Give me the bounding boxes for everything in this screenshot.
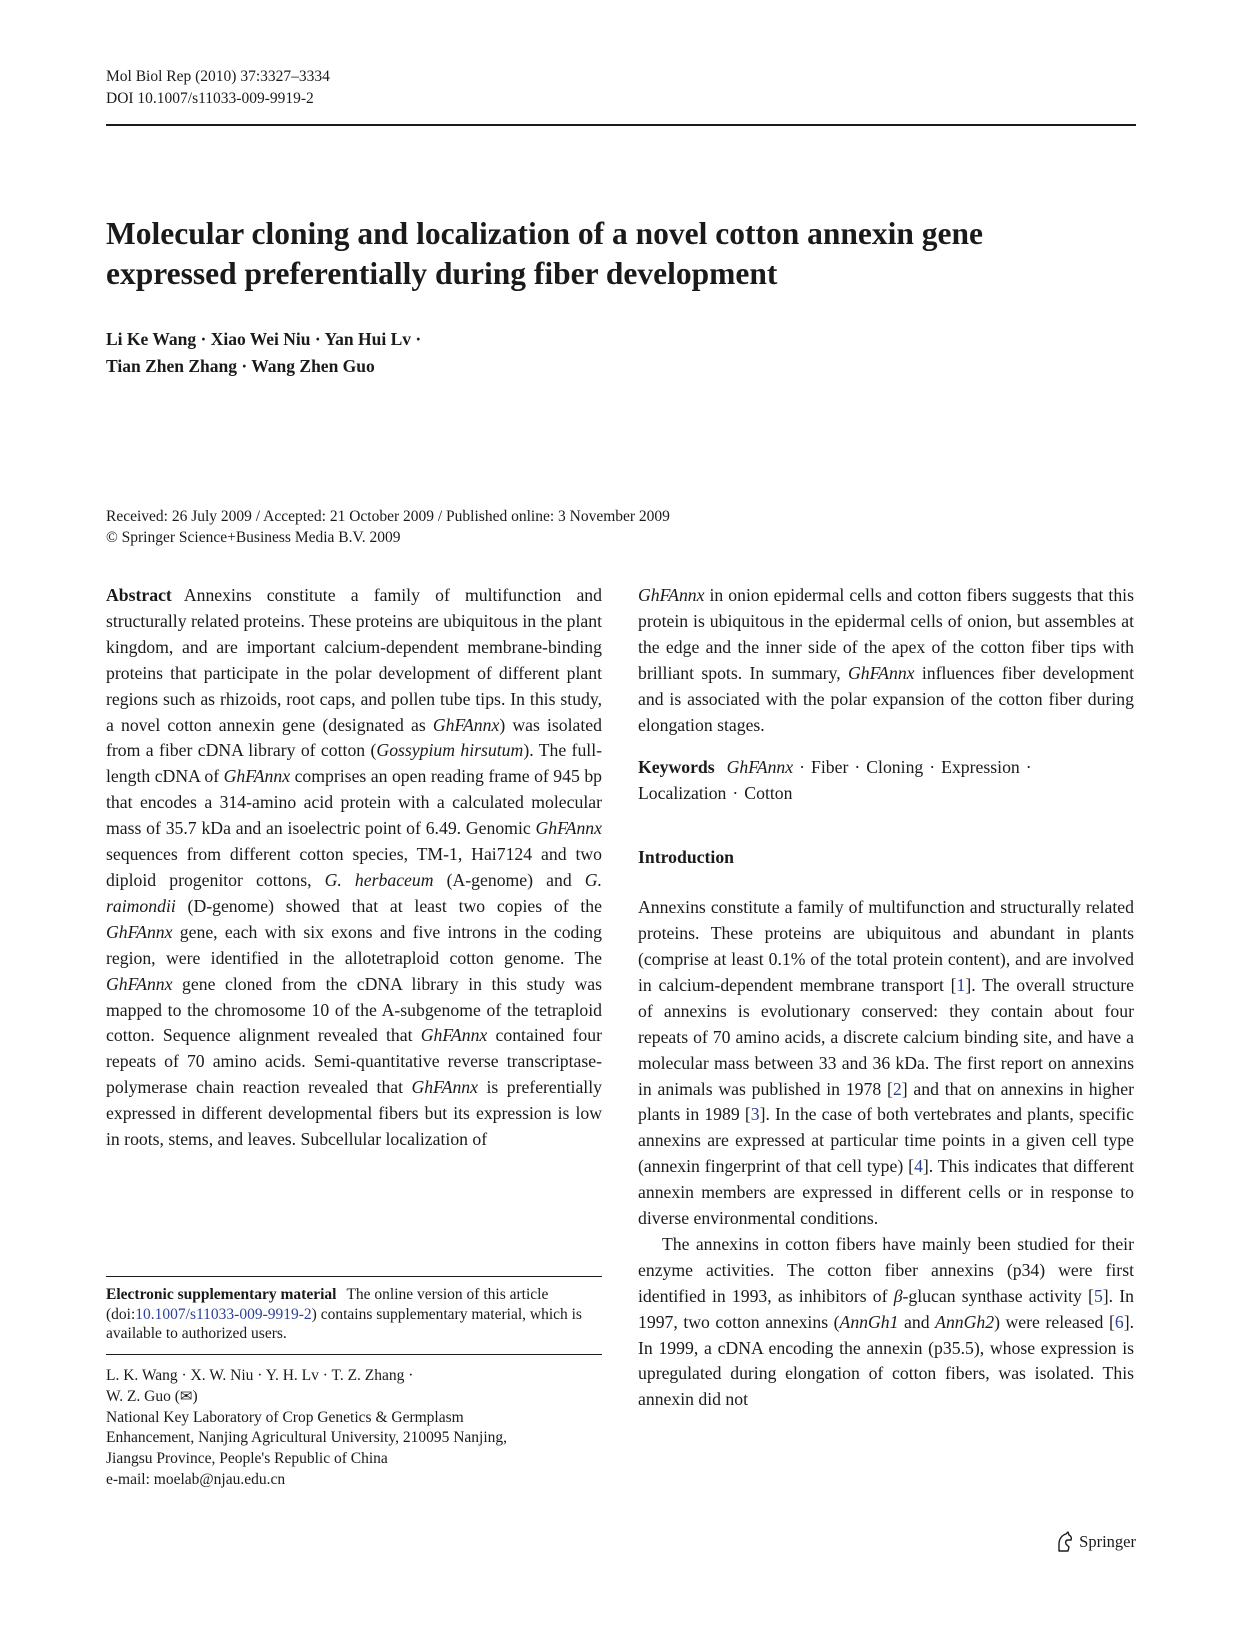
keyword-item: GhFAnnx	[726, 757, 794, 778]
author-list	[106, 326, 421, 380]
body-text: ] and that on annexins in higher plants in 1989 [	[638, 1078, 1134, 1125]
springer-horse-icon	[1055, 1531, 1075, 1553]
greek-symbol: β	[893, 1285, 903, 1306]
affiliation-names-1: L. K. Wang · X. W. Niu · Y. H. Lv · T. Z. Zhang ·	[106, 1367, 414, 1384]
abstract-text: ). The full-length cDNA of	[106, 740, 603, 787]
body-text: Annexins constitute a family of multifunction and structurally related proteins. These proteins are ubiquitous and abundant in plants (comprise at least 0.1% of the total protein content), and are involved in calcium-dependent membrane transport [	[638, 897, 1134, 995]
abstract-text: (A-genome) and	[433, 869, 585, 890]
gene-name: GhFAnnx	[411, 1077, 478, 1098]
abstract-text: contained four repeats of 70 amino acids. Semi-quantitative reverse transcriptase-polymerase chain reaction revealed that	[106, 1025, 602, 1098]
body-text: ]. This indicates that different annexin members are expressed in different cells or in response to diverse environmental conditions.	[638, 1156, 1134, 1229]
envelope-icon: ✉	[179, 1388, 193, 1405]
abstract-text: influences fiber development and is associated with the polar expansion of the cotton fiber during elongation stages.	[638, 662, 1134, 735]
keyword-item: Cotton	[744, 783, 793, 804]
keyword-separator: ·	[929, 757, 936, 778]
citation-link[interactable]: 5	[1093, 1285, 1103, 1306]
supplementary-heading: Electronic supplementary material	[106, 1286, 337, 1303]
species-name: G. raimondii	[106, 869, 602, 916]
doi-link[interactable]: 10.1007/s11033-009-9919-2	[135, 1305, 312, 1323]
gene-name: GhFAnnx	[535, 818, 602, 839]
affiliation-block	[106, 1366, 602, 1491]
introduction-paragraph-2	[638, 1232, 1134, 1413]
keyword-separator: ·	[799, 757, 806, 778]
abstract	[106, 583, 602, 1153]
supplementary-note	[106, 1285, 602, 1344]
supplementary-text: ) contains supplementary material, which is available to authorized users.	[106, 1305, 582, 1342]
body-text: The annexins in cotton fibers have mainly been studied for their enzyme activities. The cotton fiber annexins (p34) were first identified in 1993, as inhibitors of	[638, 1233, 1134, 1306]
citation-link[interactable]: 1	[956, 974, 966, 995]
introduction-heading: Introduction	[638, 847, 734, 868]
species-name: Gossypium hirsutum	[376, 740, 524, 761]
body-text: ]. In the case of both vertebrates and plants, specific annexins are expressed at particular time points in a given cell type (annexin fingerprint of that cell type) [	[638, 1104, 1134, 1177]
supplementary-text: The online version of this article (doi:	[106, 1286, 549, 1323]
keywords	[638, 755, 1134, 807]
journal-doi: DOI 10.1007/s11033-009-9919-2	[106, 90, 314, 107]
abstract-text: (D-genome) showed that at least two copies of the	[175, 895, 602, 916]
footnote-rule	[106, 1276, 602, 1277]
introduction-paragraph-1	[638, 895, 1134, 1232]
gene-name: GhFAnnx	[106, 973, 173, 994]
keyword-item: Fiber	[811, 757, 849, 778]
body-text: ) were released [	[994, 1311, 1115, 1332]
gene-name: AnnGh2	[935, 1311, 995, 1332]
affiliation-names-2	[106, 1387, 602, 1408]
citation-link[interactable]: 3	[750, 1104, 760, 1125]
abstract-text: sequences from different cotton species, TM-1, Hai7124 and two diploid progenitor cottons,	[106, 844, 602, 890]
gene-name: GhFAnnx	[638, 585, 705, 605]
citation-link[interactable]: 6	[1114, 1311, 1124, 1332]
keywords-heading: Keywords	[638, 757, 715, 778]
abstract-text: Annexins constitute a family of multifunction and structurally related proteins. These proteins are ubiquitous in the plant kingdom, and are important calcium-dependent membrane-binding proteins that participate in the polar development of different plant regions such as rhizoids, root caps, and pollen tube tips. In this study, a novel cotton annexin gene (designated as	[106, 585, 602, 735]
body-text: ]. In 1997, two cotton annexins (	[638, 1285, 1135, 1332]
keyword-separator: ·	[1025, 757, 1032, 778]
corresponding-author: W. Z. Guo (	[106, 1387, 180, 1405]
copyright-line: © Springer Science+Business Media B.V. 2009	[106, 529, 401, 546]
affiliation-lab-3: Jiangsu Province, People's Republic of China	[106, 1450, 388, 1468]
publisher-name: Springer	[1079, 1532, 1136, 1551]
title-line-2: expressed preferentially during fiber development	[106, 256, 778, 291]
body-text: ]. The overall structure of annexins is evolutionary conserved: they contain about four repeats of 70 amino acids, a discrete calcium binding site, and have a molecular mass between 33 and 36 kDa. The first report on annexins in animals was published in 1978 [	[638, 974, 1134, 1099]
body-text: and	[898, 1311, 936, 1332]
journal-header	[106, 66, 330, 110]
abstract-heading: Abstract	[106, 585, 172, 605]
corresponding-author-end: )	[192, 1387, 198, 1405]
right-column	[638, 583, 1134, 1413]
abstract-text: gene cloned from the cDNA library in this study was mapped to the chromosome 10 of the A-subgenome of the tetraploid cotton. Sequence alignment revealed that	[106, 973, 602, 1046]
gene-name: GhFAnnx	[106, 921, 173, 942]
body-text: ]. In 1999, a cDNA encoding the annexin (p35.5), whose expression is upregulated during elongation of cotton fibers, was isolated. This annexin did not	[638, 1311, 1134, 1410]
publication-history	[106, 506, 670, 548]
keyword-item: Expression	[941, 757, 1020, 778]
species-name: G. herbaceum	[324, 869, 434, 890]
left-column	[106, 583, 602, 1153]
gene-name: GhFAnnx	[432, 714, 500, 735]
keyword-separator: ·	[854, 757, 861, 778]
abstract-text: comprises an open reading frame of 945 bp that encodes a 314-amino acid protein with a calculated molecular mass of 35.7 kDa and an isoelectric point of 6.49. Genomic	[106, 766, 603, 839]
citation-link[interactable]: 2	[892, 1078, 902, 1099]
affiliation-rule	[106, 1354, 602, 1355]
gene-name: GhFAnnx	[223, 766, 291, 787]
gene-name: GhFAnnx	[848, 662, 915, 683]
authors-line-2: Tian Zhen Zhang · Wang Zhen Guo	[106, 356, 375, 376]
journal-citation: Mol Biol Rep (2010) 37:3327–3334	[106, 68, 330, 85]
affiliation-lab-2: Enhancement, Nanjing Agricultural University, 210095 Nanjing,	[106, 1429, 508, 1447]
keyword-separator: ·	[732, 783, 739, 804]
article-title	[106, 214, 1136, 294]
keyword-item: Cloning	[866, 757, 924, 778]
abstract-text: in onion epidermal cells and cotton fibers suggests that this protein is ubiquitous in the epidermal cells of onion, but assembles at the edge and the inner side of the apex of the cotton fiber tips with brilliant spots. In summary,	[638, 585, 1134, 683]
abstract-text: is preferentially expressed in different developmental fibers but its expression is low in roots, stems, and leaves. Subcellular localization of	[106, 1077, 602, 1150]
gene-name: GhFAnnx	[420, 1025, 488, 1046]
keyword-item: Localization	[638, 783, 727, 804]
title-line-1: Molecular cloning and localization of a novel cotton annexin gene	[106, 216, 984, 251]
body-text: -glucan synthase activity [	[902, 1285, 1094, 1306]
affiliation-email: e-mail: moelab@njau.edu.cn	[106, 1470, 286, 1488]
authors-line-1: Li Ke Wang · Xiao Wei Niu · Yan Hui Lv ·	[106, 329, 422, 349]
abstract-text: ) was isolated from a fiber cDNA library of cotton (	[106, 714, 602, 761]
gene-name: AnnGh1	[839, 1311, 899, 1332]
abstract-continued	[638, 583, 1134, 738]
affiliation-lab-1: National Key Laboratory of Crop Genetics & Germplasm	[106, 1408, 464, 1426]
publisher-footer	[1055, 1531, 1136, 1553]
history-dates: Received: 26 July 2009 / Accepted: 21 October 2009 / Published online: 3 November 2009	[106, 508, 670, 525]
abstract-text: gene, each with six exons and five introns in the coding region, were identified in the allotetraploid cotton genome. The	[106, 921, 602, 968]
citation-link[interactable]: 4	[914, 1156, 923, 1177]
header-rule	[106, 124, 1136, 126]
